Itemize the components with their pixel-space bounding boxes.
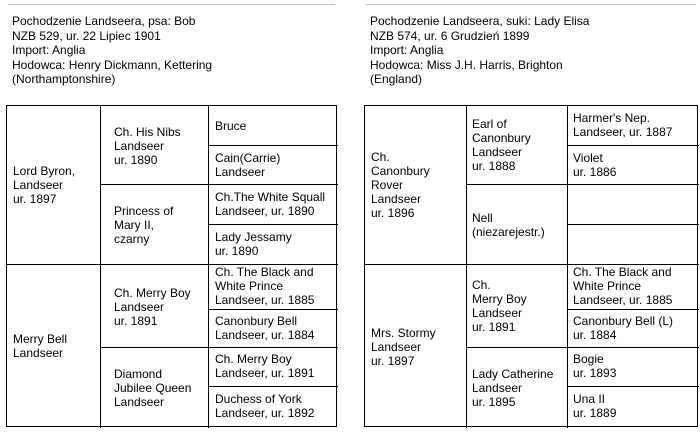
gen2-divider xyxy=(466,184,699,185)
great-grandparent-cell: Cain(Carrie) Landseer xyxy=(215,151,281,179)
right-header-line: Import: Anglia xyxy=(370,43,444,57)
great-grandparent-cell: Ch. The Black and White Prince Landseer, ur. 1885 xyxy=(215,265,315,307)
grandparent-cell: Nell (niezarejestr.) xyxy=(472,211,545,239)
great-grandparent-cell: Duchess of York Landseer, ur. 1892 xyxy=(215,392,315,420)
right-top-rule xyxy=(366,4,696,5)
left-header-line: (Northamptonshire) xyxy=(12,72,116,86)
left-pedigree-table xyxy=(6,105,337,427)
gen3-divider xyxy=(208,309,338,310)
right-header-line: (England) xyxy=(370,72,423,86)
gen3-divider xyxy=(567,224,699,225)
grandparent-cell: Ch. Merry Boy Landseer ur. 1891 xyxy=(114,286,191,328)
column-divider xyxy=(100,106,101,428)
right-header-line: Pochodzenie Landseera, suki: Lady Elisa xyxy=(370,14,590,28)
right-header-line: NZB 574, ur. 6 Grudzień 1899 xyxy=(370,28,530,43)
column-divider xyxy=(208,106,209,428)
great-grandparent-cell: Canonbury Bell (L) ur. 1884 xyxy=(573,314,674,342)
left-header-line: NZB 529, ur. 22 Lipiec 1901 xyxy=(12,28,161,43)
left-header-line: Import: Anglia xyxy=(12,43,86,57)
gen3-divider xyxy=(208,224,338,225)
gen2-divider xyxy=(466,347,699,348)
sire-cell: Ch. Canonbury Rover Landseer ur. 1896 xyxy=(371,150,430,220)
right-header-line: Hodowca: Miss J.H. Harris, Brighton xyxy=(370,57,563,72)
right-pedigree-table xyxy=(364,105,698,427)
column-divider xyxy=(466,106,467,428)
gen2-divider xyxy=(100,184,338,185)
grandparent-cell: Ch. His Nibs Landseer ur. 1890 xyxy=(114,125,181,167)
great-grandparent-cell: Bogie ur. 1893 xyxy=(573,352,617,380)
grandparent-cell: Lady Catherine Landseer ur. 1895 xyxy=(472,367,554,409)
great-grandparent-cell: Bruce xyxy=(215,119,247,133)
left-pedigree-header xyxy=(12,14,212,87)
left-header-line: Pochodzenie Landseera, psa: Bob xyxy=(12,14,196,28)
great-grandparent-cell: Ch. Merry Boy Landseer, ur. 1891 xyxy=(215,352,315,380)
gen3-divider xyxy=(567,386,699,387)
gen3-divider xyxy=(567,145,699,146)
great-grandparent-cell: Ch. The Black and White Prince Landseer, ur. 1885 xyxy=(573,265,673,307)
right-pedigree-header xyxy=(370,14,589,87)
gen3-divider xyxy=(208,145,338,146)
left-top-rule xyxy=(8,4,335,5)
left-header-line: Hodowca: Henry Dickmann, Kettering xyxy=(12,57,213,72)
gen2-divider xyxy=(100,347,338,348)
great-grandparent-cell: Harmer's Nep. Landseer, ur. 1887 xyxy=(573,111,673,139)
column-divider xyxy=(567,106,568,428)
gen3-divider xyxy=(567,309,699,310)
great-grandparent-cell: Una II ur. 1889 xyxy=(573,392,617,420)
great-grandparent-cell: Ch.The White Squall Landseer, ur. 1890 xyxy=(215,190,326,218)
great-grandparent-cell: Violet ur. 1886 xyxy=(573,151,617,179)
dam-cell: Mrs. Stormy Landseer ur. 1897 xyxy=(371,326,436,368)
dam-cell: Merry Bell Landseer xyxy=(13,332,68,360)
grandparent-cell: Ch. Merry Boy Landseer ur. 1891 xyxy=(472,278,527,334)
sire-cell: Lord Byron, Landseer ur. 1897 xyxy=(13,164,76,206)
grandparent-cell: Earl of Canonbury Landseer ur. 1888 xyxy=(472,117,531,173)
great-grandparent-cell: Canonbury Bell Landseer, ur. 1884 xyxy=(215,314,315,342)
grandparent-cell: Princess of Mary II, czarny xyxy=(114,204,174,246)
gen3-divider xyxy=(208,386,338,387)
great-grandparent-cell: Lady Jessamy ur. 1890 xyxy=(215,230,292,258)
grandparent-cell: Diamond Jubilee Queen Landseer xyxy=(114,367,192,409)
